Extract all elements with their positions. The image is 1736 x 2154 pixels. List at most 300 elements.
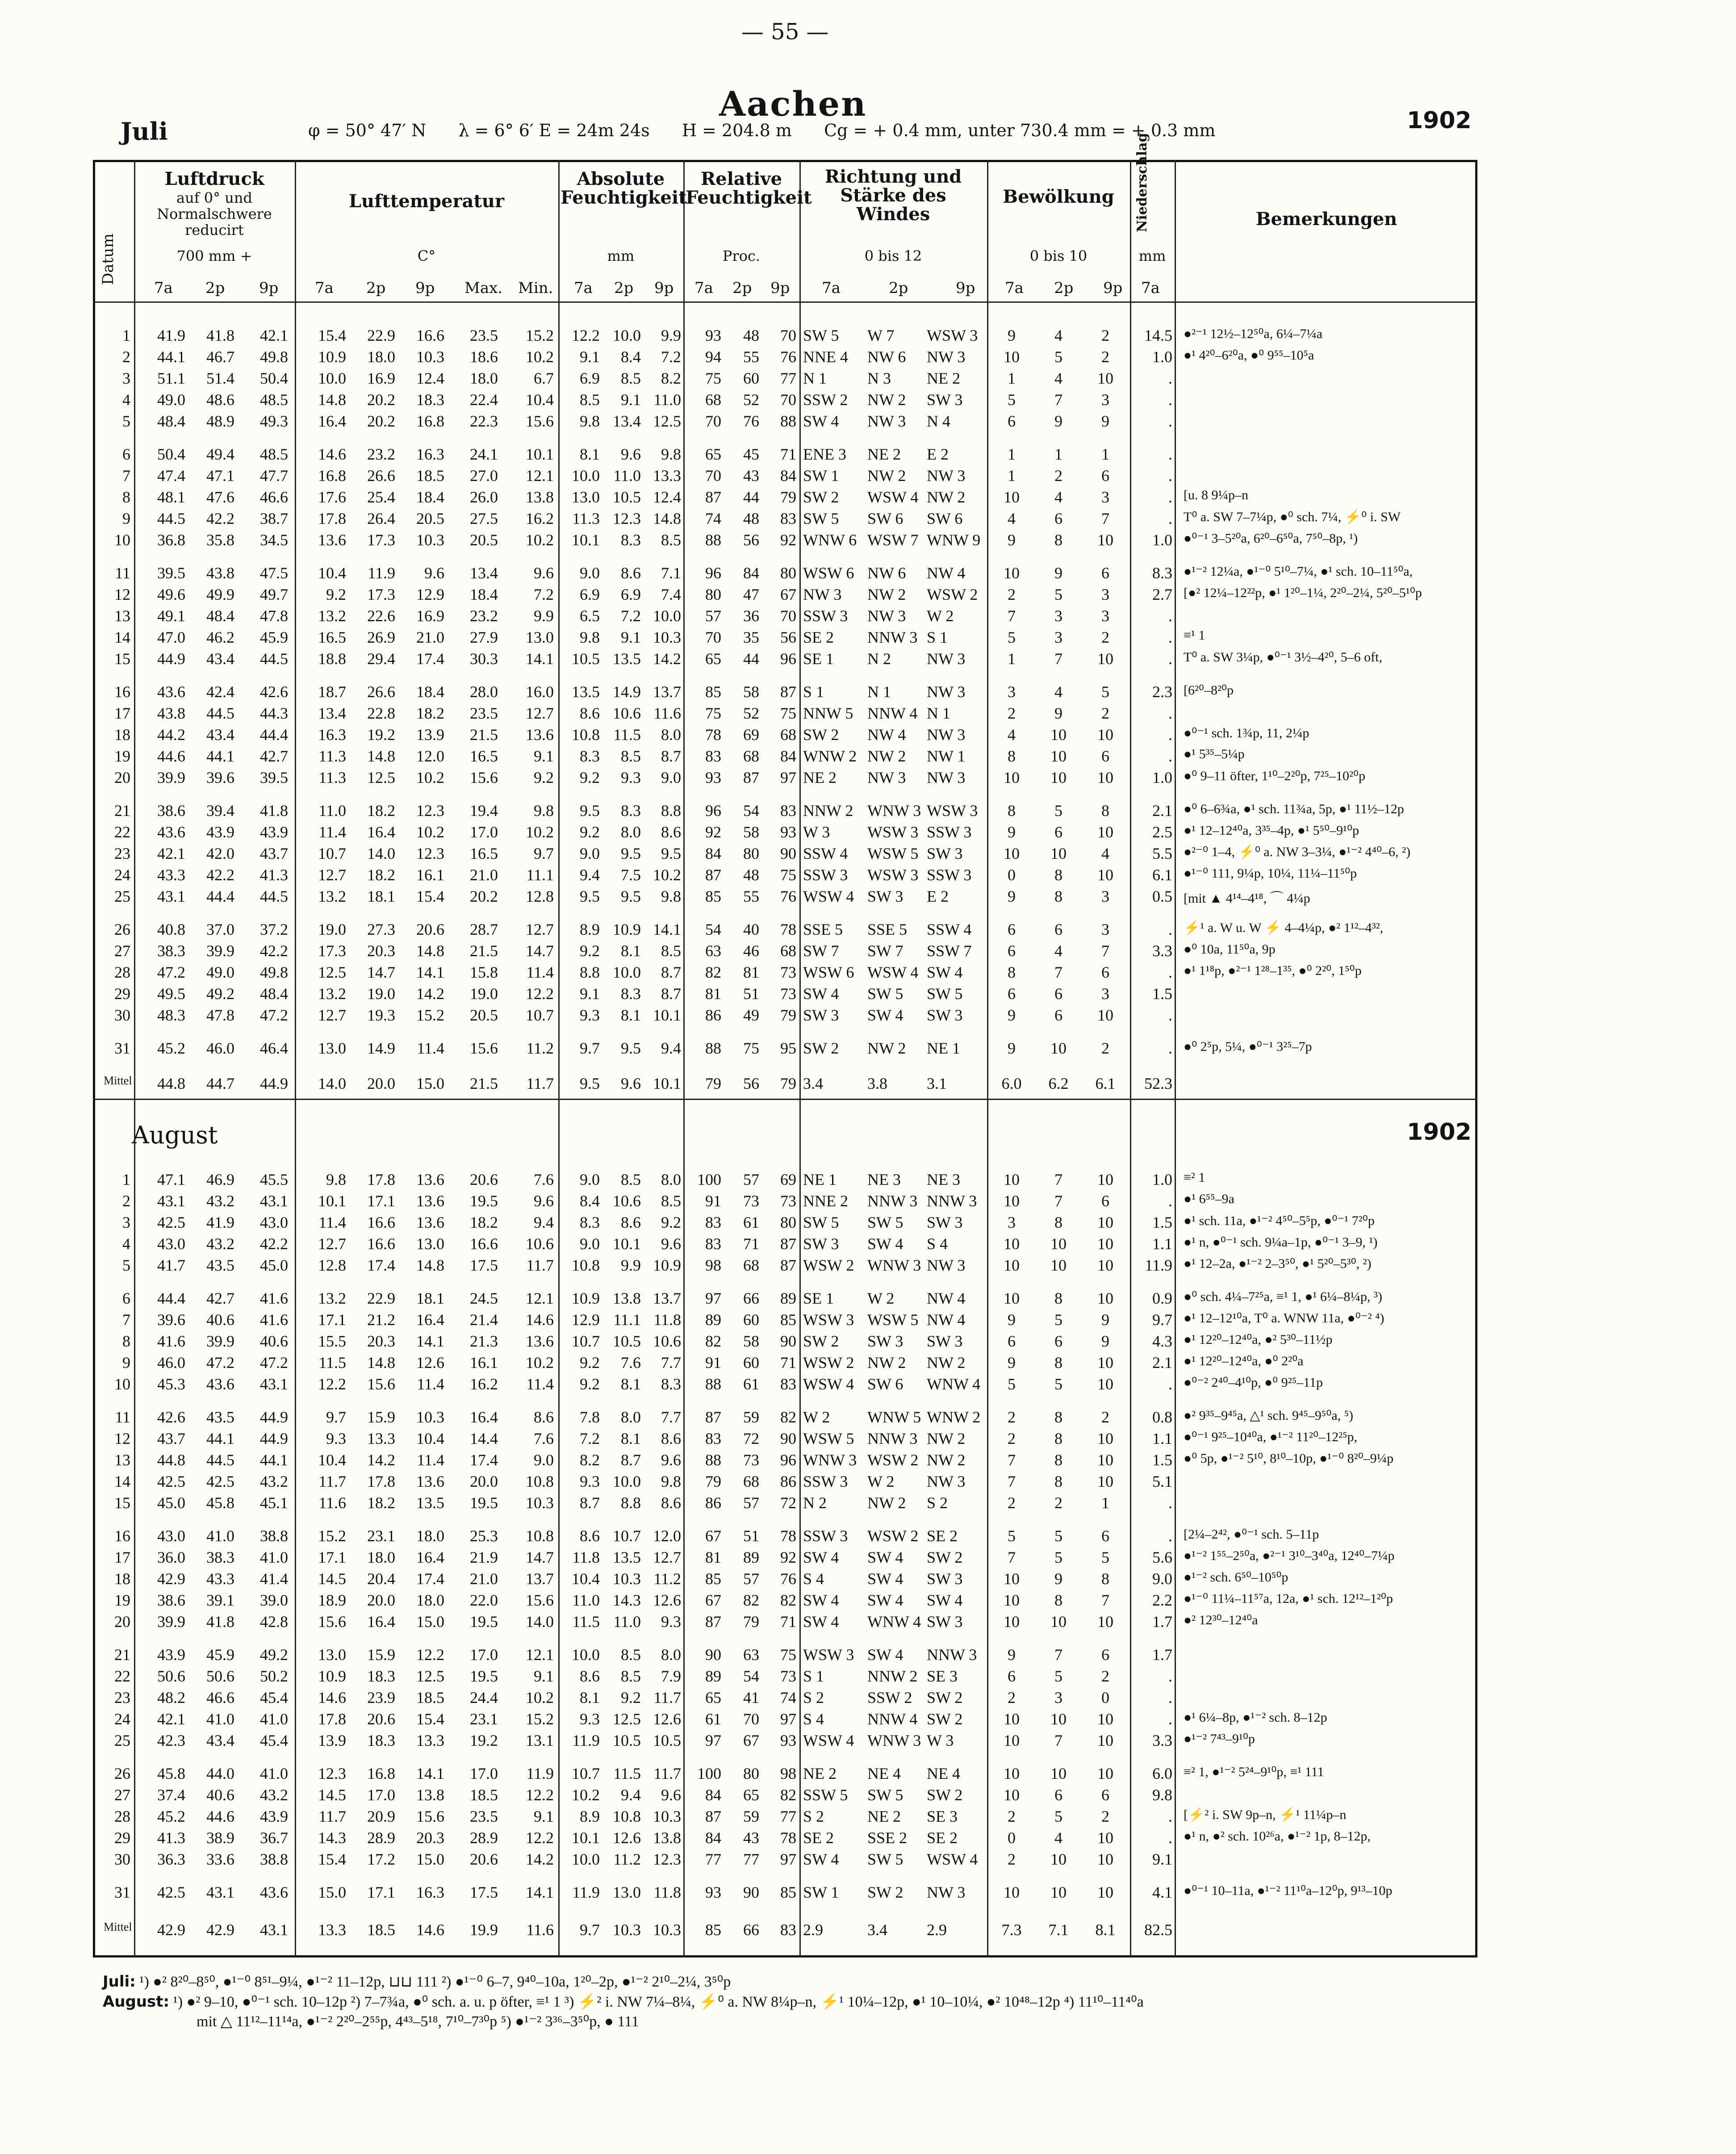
table-cell: W 7 [867,326,895,344]
table-cell: 87 [705,1613,721,1631]
table-cell: 14.2 [367,1451,395,1469]
table-cell: NE 1 [927,1039,960,1057]
table-cell: 13.6 [318,531,346,549]
table-cell: 10.3 [613,1570,641,1588]
table-cell: 14.4 [470,1430,498,1447]
table-cell: 11.9 [526,1765,554,1782]
table-cell: 47.7 [260,467,288,485]
table-cell: 14.8 [367,747,395,765]
table-cell: 17.3 [367,531,395,549]
table-cell: 83 [705,1213,721,1231]
table-cell: 16.0 [526,683,554,701]
table-cell: 85 [705,683,721,701]
table-cell: 38.8 [260,1527,288,1545]
table-cell: 8.3 [580,1213,600,1231]
table-cell: 81 [705,1548,721,1566]
table-cell: 13.0 [613,1883,641,1901]
table-cell: 23 [114,1689,130,1706]
hour-2p: 2p [366,279,386,297]
table-cell: 10.3 [416,1408,444,1426]
table-cell: 13.4 [613,412,641,430]
table-cell: 11.2 [613,1850,641,1868]
table-cell: 52.3 [1144,1075,1172,1092]
col-divider [295,160,296,1957]
table-cell: . [1168,628,1172,646]
table-cell: 8.6 [661,823,681,841]
header-temperature-unit: C° [417,247,436,264]
table-cell: NW 4 [927,1311,966,1329]
table-cell: 15.6 [367,1375,395,1393]
table-cell: NW 3 [867,607,906,625]
table-cell: 2 [1008,1850,1016,1868]
august-title: August [132,1121,218,1149]
table-cell: 3 [1008,1213,1016,1231]
table-cell: 6 [1008,942,1016,960]
table-cell: 7 [1101,510,1109,527]
table-cell: 13.8 [613,1289,641,1307]
table-cell: 10 [1004,1235,1020,1253]
table-cell: 8.9 [580,920,600,938]
table-cell: 11.0 [653,391,681,409]
table-cell: 39.6 [206,769,234,786]
table-cell: 2 [1054,467,1063,485]
table-cell: 20.2 [367,412,395,430]
table-cell: 10 [1097,1235,1113,1253]
remark-text: [6²⁰–8²⁰p [1184,683,1234,698]
table-cell: 8.3 [621,985,641,1003]
table-cell: 26.4 [367,510,395,527]
table-cell: 11.7 [526,1075,554,1092]
table-cell: 17.6 [318,488,346,506]
table-cell: 7.2 [621,607,641,625]
table-cell: 92 [780,1548,796,1566]
table-cell: 10 [1097,1451,1113,1469]
table-cell: 48.4 [157,412,185,430]
remark-text: ●²⁻¹ 12½–12⁵⁰a, 6¼–7¼a [1184,326,1323,341]
table-cell: 42.9 [206,1921,234,1939]
table-cell: 16.6 [367,1235,395,1253]
table-cell: 9.3 [580,1472,600,1490]
table-cell: 13.0 [318,1039,346,1057]
table-cell: 18.5 [416,1689,444,1706]
table-cell: S 2 [927,1494,948,1512]
table-cell: 1 [1008,369,1016,387]
table-cell: 16.1 [416,866,444,884]
table-cell: Mittel [104,1074,132,1087]
table-cell: SSE 5 [803,920,843,938]
table-cell: 9.6 [661,1786,681,1804]
header-luftdruck: Luftdruck [164,168,264,189]
table-cell: 7 [1101,942,1109,960]
table-cell: 40.6 [206,1311,234,1329]
table-cell: 45.2 [157,1807,185,1825]
table-cell: WNW 3 [867,1256,921,1274]
table-cell: 6.9 [621,586,641,603]
table-cell: 15.9 [367,1646,395,1664]
table-cell: 10.0 [572,467,600,485]
table-cell: 12.2 [526,1829,554,1847]
table-cell: . [1168,488,1172,506]
table-cell: 56 [743,531,759,549]
table-cell: 44.6 [206,1807,234,1825]
hour-9p: 9p [956,279,975,297]
table-cell: 20.4 [367,1570,395,1588]
table-cell: WSW 4 [803,1732,854,1749]
table-cell: NW 2 [927,1430,966,1447]
table-cell: 25 [114,887,130,905]
table-cell: 12.2 [572,326,600,344]
table-cell: 84 [780,747,796,765]
table-cell: 55 [743,348,759,366]
table-cell: 9.3 [326,1430,346,1447]
table-cell: 11.8 [653,1311,681,1329]
table-cell: SW 2 [927,1786,963,1804]
table-cell: 10.8 [526,1527,554,1545]
table-cell: 8.7 [580,1494,600,1512]
table-cell: 45.5 [260,1171,288,1188]
table-cell: 8.0 [661,1646,681,1664]
table-cell: 67 [705,1527,721,1545]
table-cell: 89 [705,1311,721,1329]
table-cell: 4 [1101,845,1109,862]
table-cell: WSW 3 [927,326,978,344]
table-cell: 10.5 [572,650,600,668]
table-cell: 6 [1054,510,1063,527]
table-cell: 10.2 [572,1786,600,1804]
table-cell: 8 [122,488,130,506]
table-cell: 8 [1054,1408,1063,1426]
table-cell: 43.6 [206,1375,234,1393]
table-cell: 9.0 [580,1171,600,1188]
table-cell: 44.9 [260,1430,288,1447]
table-cell: 92 [780,531,796,549]
table-cell: 17.1 [318,1311,346,1329]
table-cell: 4 [1054,369,1063,387]
table-cell: 9 [1101,1311,1109,1329]
table-cell: . [1168,726,1172,744]
table-cell: SSW 3 [803,1472,848,1490]
table-cell: 19.0 [318,920,346,938]
table-cell: 6.5 [580,607,600,625]
table-cell: SSW 2 [867,1689,912,1706]
table-cell: . [1168,920,1172,938]
table-cell: 67 [780,586,796,603]
table-cell: 26.6 [367,467,395,485]
table-cell: 73 [743,1192,759,1210]
table-cell: NNW 5 [803,704,853,722]
table-cell: 43 [743,1829,759,1847]
table-cell: NNW 4 [867,1710,918,1728]
table-cell: NNW 4 [867,704,918,722]
latitude: φ = 50° 47′ N [308,121,427,140]
table-cell: 6.2 [1048,1075,1069,1092]
table-cell: 14.8 [367,1354,395,1372]
table-cell: 22.9 [367,1289,395,1307]
table-cell: SW 3 [927,1570,963,1588]
table-cell: SW 5 [803,510,839,527]
table-cell: 74 [780,1689,796,1706]
table-cell: 79 [780,1075,796,1092]
table-cell: S 2 [803,1689,824,1706]
table-cell: 18.8 [318,650,346,668]
table-cell: 66 [743,1921,759,1939]
footnote-july-text: ¹) ●² 8²⁰–8⁵⁰, ●¹⁻⁰ 8⁵¹–9¼, ●¹⁻² 11–12p, ⊔⊔ 111 ²) ●¹⁻⁰ 6–7, 9⁴⁰–10a, 1²⁰–2p, ●¹⁻² 2¹⁰–2¼, 3⁵⁰p [139,1974,731,1990]
table-cell: SE 2 [927,1527,958,1545]
table-cell: 48.9 [206,412,234,430]
table-cell: 42.2 [260,942,288,960]
table-cell: 90 [780,1430,796,1447]
table-cell: 70 [705,467,721,485]
header-remarks: Bemerkungen [1255,209,1397,230]
table-cell: SE 1 [803,650,834,668]
table-cell: 31 [114,1883,130,1901]
header-temperature: Lufttemperatur [348,191,505,212]
table-cell: NW 6 [867,564,906,582]
table-cell: 10 [1004,1883,1020,1901]
table-cell: S 2 [803,1807,824,1825]
table-cell: 10 [1004,1171,1020,1188]
table-cell: 14.0 [367,845,395,862]
table-cell: 34.5 [260,531,288,549]
table-cell: 10 [1004,1256,1020,1274]
table-cell: 6 [1008,412,1016,430]
table-cell: 48.3 [157,1006,185,1024]
table-cell: 4 [1008,726,1016,744]
table-cell: 41.3 [260,866,288,884]
table-cell: 84 [705,1829,721,1847]
table-cell: 90 [743,1883,759,1901]
table-cell: SW 7 [867,942,904,960]
table-cell: 23.5 [470,704,498,722]
table-cell: 10.3 [653,1921,681,1939]
table-cell: 8.8 [580,963,600,981]
remark-text: ●¹ 6¼–8p, ●¹⁻² sch. 8–12p [1184,1710,1327,1725]
table-cell: 10.1 [653,1075,681,1092]
table-cell: 68 [743,1256,759,1274]
table-cell: 10 [1097,1171,1113,1188]
table-cell: 7.2 [580,1430,600,1447]
table-cell: 38.9 [206,1829,234,1847]
table-cell: 10.0 [653,607,681,625]
table-cell: 7 [1054,963,1063,981]
table-cell: 10.2 [416,823,444,841]
table-cell: 3 [122,1213,130,1231]
table-cell: 10.7 [526,1006,554,1024]
table-cell: 19 [114,1591,130,1609]
table-cell: 3 [1054,628,1063,646]
table-cell: 7 [122,1311,130,1329]
table-cell: SW 4 [867,1591,904,1609]
table-cell: 19.5 [470,1494,498,1512]
table-cell: 63 [743,1646,759,1664]
header-wind-unit: 0 bis 12 [864,247,922,264]
table-cell: NNE 4 [803,348,848,366]
table-cell: 18.5 [416,467,444,485]
header-precipitation-unit: mm [1138,247,1166,264]
table-cell: 10 [1097,1883,1113,1901]
table-cell: 13.0 [572,488,600,506]
table-cell: 6 [1101,564,1109,582]
remark-text: ●² 9³⁵–9⁴⁵a, △¹ sch. 9⁴⁵–9⁵⁰a, ⁵) [1184,1408,1354,1423]
table-cell: 91 [705,1354,721,1372]
table-cell: 82 [780,1408,796,1426]
remark-text: ●⁰⁻¹ 3–5²⁰a, 6²⁰–6⁵⁰a, 7⁵⁰–8p, ¹) [1184,531,1358,546]
table-cell: 44.8 [157,1075,185,1092]
table-cell: 16.3 [416,1883,444,1901]
table-cell: 49.0 [206,963,234,981]
table-cell: 71 [743,1235,759,1253]
table-cell: 7 [1008,1451,1016,1469]
table-cell: 12.7 [526,704,554,722]
table-cell: NW 3 [927,650,966,668]
table-cell: 9.5 [621,1039,641,1057]
table-cell: 41.6 [157,1332,185,1350]
table-cell: 16.5 [318,628,346,646]
table-cell: 79 [743,1613,759,1631]
table-cell: 9.1 [580,348,600,366]
table-cell: 10 [1004,1732,1020,1749]
table-cell: 41 [743,1689,759,1706]
table-cell: 8.6 [661,1430,681,1447]
hour-9p: 9p [1103,279,1123,297]
table-cell: 10 [1004,348,1020,366]
table-cell: 8.2 [580,1451,600,1469]
table-cell: SW 7 [803,942,839,960]
table-cell: 7.2 [534,586,554,603]
table-cell: WSW 2 [867,1527,919,1545]
table-cell: 48 [743,866,759,884]
table-cell: WSW 5 [867,1311,919,1329]
august-year: 1902 [1407,1119,1472,1146]
table-cell: 10 [1004,564,1020,582]
table-cell: 10.2 [526,1354,554,1372]
table-cell: 88 [705,531,721,549]
table-cell: 10 [1097,1829,1113,1847]
table-cell: 8.5 [621,1171,641,1188]
table-cell: 1 [122,1171,130,1188]
table-cell: WSW 7 [867,531,919,549]
table-cell: 41.0 [260,1548,288,1566]
table-cell: 11 [115,1408,130,1426]
table-cell: 9.2 [661,1213,681,1231]
table-cell: 27 [114,1786,130,1804]
month-label: Juli [121,117,168,146]
table-cell: 41.0 [260,1710,288,1728]
table-cell: 8.5 [621,747,641,765]
table-cell: 29 [114,985,130,1003]
remark-text: ●¹ 12²⁰–12⁴⁰a, ●² 5³⁰–11½p [1184,1332,1333,1347]
table-cell: 17 [114,704,130,722]
table-cell: 15.0 [318,1883,346,1901]
table-cell: 2 [122,348,130,366]
table-cell: 43.1 [260,1192,288,1210]
table-cell: 9.5 [580,1075,600,1092]
table-cell: 94 [705,348,721,366]
table-cell: 22.3 [470,412,498,430]
table-cell: 81 [743,963,759,981]
table-cell: 19.3 [367,1006,395,1024]
table-cell: 7.2 [661,348,681,366]
table-cell: SSW 5 [803,1786,848,1804]
remark-text: ●¹ 6⁵⁵–9a [1184,1192,1234,1206]
table-cell: 10 [1097,1006,1113,1024]
table-cell: 97 [780,1710,796,1728]
table-cell: 10.3 [613,1921,641,1939]
table-cell: 16.6 [367,1213,395,1231]
table-cell: WSW 2 [867,1451,919,1469]
table-cell: 11.2 [653,1570,681,1588]
table-cell: NNW 3 [867,1430,918,1447]
table-cell: 42.7 [206,1289,234,1307]
table-cell: 54 [705,920,721,938]
table-cell: 80 [705,586,721,603]
table-cell: 73 [743,1451,759,1469]
table-cell: SW 5 [803,326,839,344]
table-cell: 85 [705,1921,721,1939]
table-cell: 15 [114,1494,130,1512]
table-cell: SW 3 [927,391,963,409]
table-cell: 2 [1008,1408,1016,1426]
table-cell: 75 [705,704,721,722]
table-cell: SW 2 [867,1883,904,1901]
table-cell: 10 [1050,1256,1067,1274]
table-cell: 14.6 [416,1921,444,1939]
table-cell: N 1 [927,704,950,722]
table-cell: 50.2 [260,1667,288,1685]
year-label: 1902 [1407,107,1472,134]
table-cell: 86 [705,1494,721,1512]
table-cell: 74 [705,510,721,527]
table-cell: 38.7 [260,510,288,527]
table-cell: 41.0 [206,1710,234,1728]
table-cell: SW 3 [867,1332,904,1350]
table-cell: 9.9 [534,607,554,625]
table-cell: 43.7 [157,1430,185,1447]
table-cell: 6 [1008,1332,1016,1350]
table-cell: 65 [743,1786,759,1804]
table-cell: 8.3 [580,747,600,765]
table-cell: 4 [1054,1829,1063,1847]
table-cell: 3 [1054,1689,1063,1706]
table-cell: 9.3 [621,769,641,786]
table-cell: 10 [1004,1710,1020,1728]
table-cell: 10.4 [416,1430,444,1447]
header-absolute-unit: mm [607,247,635,264]
table-cell: 6 [1101,1527,1109,1545]
table-cell: 1 [1008,467,1016,485]
table-cell: 60 [743,1354,759,1372]
table-cell: 8.0 [661,726,681,744]
table-cell: 47.2 [206,1354,234,1372]
table-cell: 1.7 [1152,1613,1172,1631]
table-cell: 5 [1054,1667,1063,1685]
table-cell: . [1168,510,1172,527]
table-cell: 10.9 [318,1667,346,1685]
remark-text: ●¹⁻⁰ 11¼–11⁵⁷a, 12a, ●¹ sch. 12¹²–1²⁰p [1184,1591,1393,1606]
table-cell: 10.0 [613,1472,641,1490]
header-precipitation: Niederschlag [1134,133,1150,232]
table-cell: 47.2 [157,963,185,981]
table-cell: 15.0 [416,1850,444,1868]
table-cell: 10 [1097,866,1113,884]
table-cell: 17.3 [318,942,346,960]
table-cell: WSW 6 [803,564,854,582]
table-cell: 47.8 [206,1006,234,1024]
table-cell: 10.6 [526,1235,554,1253]
table-cell: 8.0 [621,1408,641,1426]
table-cell: 48.4 [260,985,288,1003]
table-cell: 8 [1054,1430,1063,1447]
